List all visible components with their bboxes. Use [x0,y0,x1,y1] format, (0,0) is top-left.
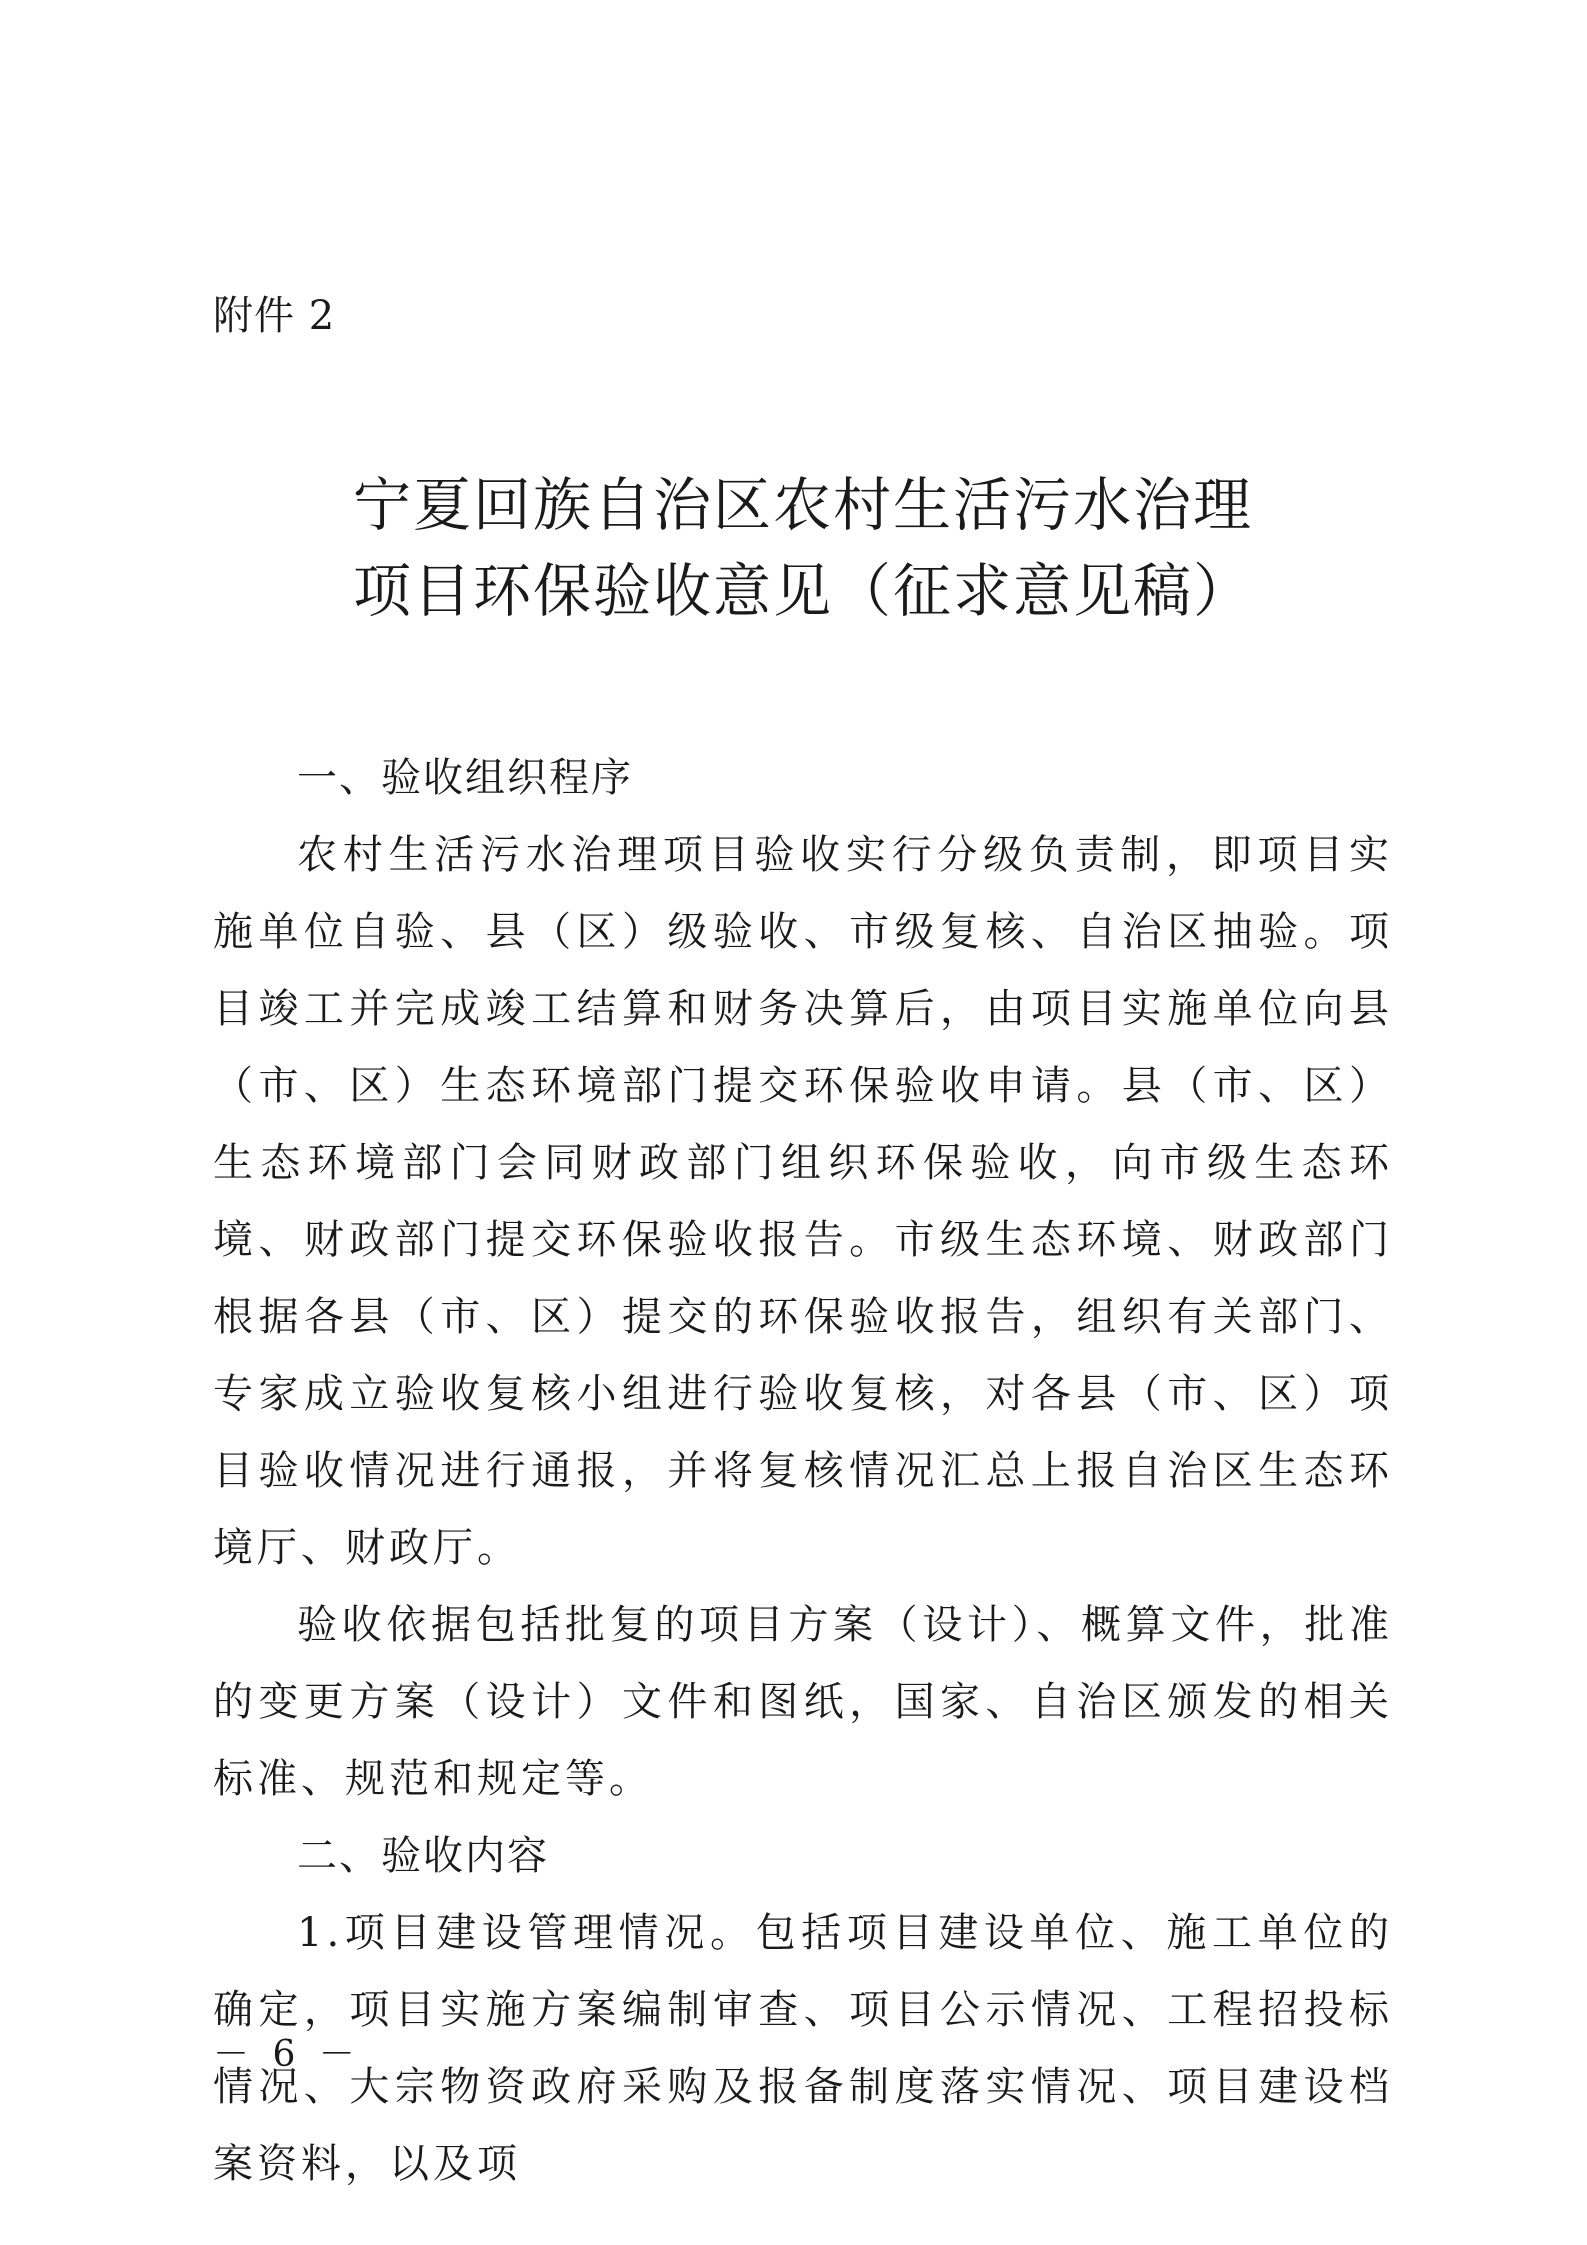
paragraph-acceptance-procedure: 农村生活污水治理项目验收实行分级负责制，即项目实施单位自验、县（区）级验收、市级复核、自治区抽验。项目竣工并完成竣工结算和财务决算后，由项目实施单位向县（市、区）生态环境部门提交环保验收申请。县（市、区）生态环境部门会同财政部门组织环保验收，向市级生态环境、财政部门提交环保验收报告。市级生态环境、财政部门根据各县（市、区）提交的环保验收报告，组织有关部门、专家成立验收复核小组进行验收复核，对各县（市、区）项目验收情况进行通报，并将复核情况汇总上报自治区生态环境厅、财政厅。 [213,832,1393,1571]
paragraph-acceptance-basis: 验收依据包括批复的项目方案（设计）、概算文件，批准的变更方案（设计）文件和图纸，国家、自治区颁发的相关标准、规范和规定等。 [213,1602,1393,1802]
attachment-label: 附件 2 [213,293,336,339]
section-heading-acceptance-procedure: 一、验收组织程序 [297,755,633,801]
page-number: － 6 － [213,2034,361,2075]
document-title [213,462,1393,634]
section-heading-acceptance-content: 二、验收内容 [297,1833,549,1879]
document-title-line-1: 宁夏回族自治区农村生活污水治理 [352,471,1253,539]
paragraph-construction-management: 1.项目建设管理情况。包括项目建设单位、施工单位的确定，项目实施方案编制审查、项目公示情况、工程招投标情况、大宗物资政府采购及报备制度落实情况、项目建设档案资料，以及项 [213,1910,1393,2187]
document-body [213,740,1393,2203]
document-title-line-2: 项目环保验收意见（征求意见稿） [352,557,1253,625]
